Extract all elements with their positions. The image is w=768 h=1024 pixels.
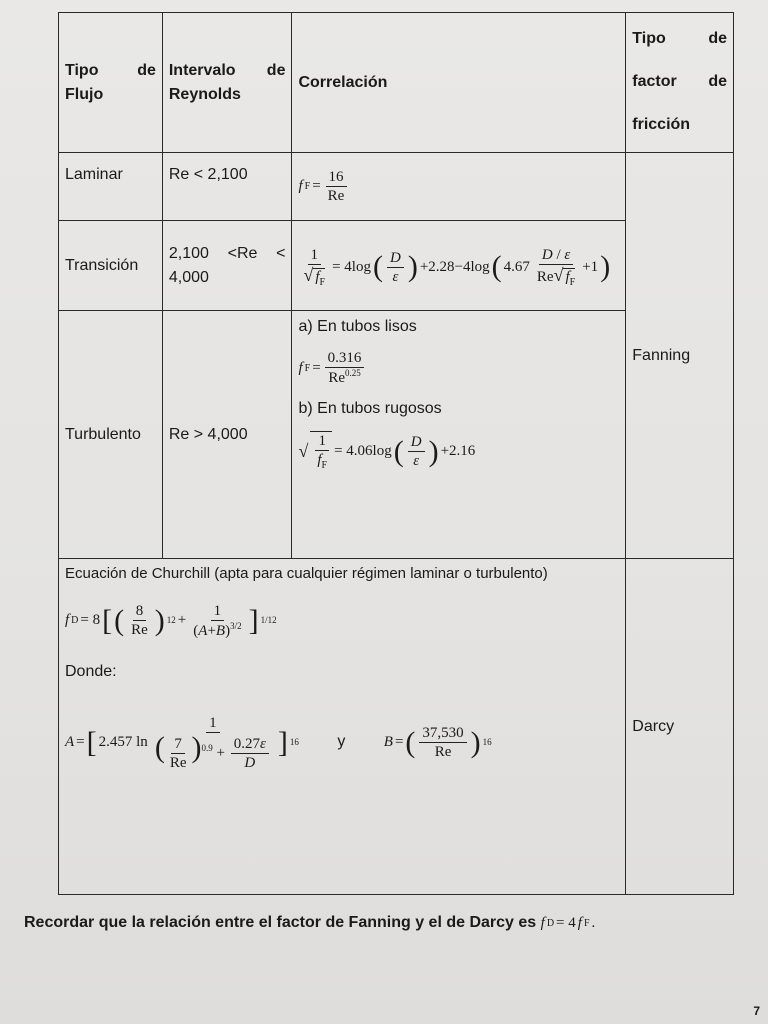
note-line bbox=[24, 914, 595, 932]
flow-regime-table bbox=[58, 12, 734, 895]
note-text: Recordar que la relación entre el factor de Fanning y el de Darcy es bbox=[24, 914, 537, 931]
churchill-cell bbox=[59, 559, 626, 895]
churchill-title: Ecuación de Churchill (apta para cualquier régimen laminar o turbulento) bbox=[65, 565, 548, 582]
header-intervalo bbox=[162, 13, 292, 153]
turbulento-equation-b: √ $\frac{1}{f_F}$ = 4.06log ( $\frac{D}{\varepsilon}$ ) +2.16 bbox=[298, 431, 475, 472]
laminar-flujo: Laminar bbox=[59, 153, 163, 221]
churchill-eq-line bbox=[65, 602, 619, 640]
churchill-y: y bbox=[337, 733, 346, 751]
transicion-equation: 1 √ $f_F$ = 4log ( $\frac{D}{\varepsilon}$ ) +2.28−4log ( 4.67 $\frac{D / \varepsilon}{Re√ f_F}$ +1 ) bbox=[298, 246, 610, 289]
header-row bbox=[59, 13, 734, 153]
transicion-reynolds: 2,100 <Re < 4,000 bbox=[162, 221, 292, 311]
page-number: 7 bbox=[753, 1004, 760, 1018]
laminar-reynolds: Re < 2,100 bbox=[162, 153, 292, 221]
churchill-ab-line bbox=[65, 714, 619, 772]
row-laminar bbox=[59, 153, 734, 221]
equation-b: B = ( $\frac{37,530}{Re}$ ) 16 bbox=[383, 725, 492, 761]
turbulento-eq-a-line bbox=[298, 349, 619, 387]
header-tipo-flujo bbox=[59, 13, 163, 153]
turbulento-correlation bbox=[292, 311, 626, 559]
transicion-correlation bbox=[292, 221, 626, 311]
header-intervalo-text: Intervalo de Reynolds bbox=[168, 61, 286, 103]
turbulento-label-b: b) En tubos rugosos bbox=[298, 400, 442, 417]
equation-a: A = [ 2.457 ln 1 ( $\frac{7}{Re}$ )$^{0.9}$ + $\frac{0.27\varepsilon}{D}$ ] 16 bbox=[65, 714, 299, 771]
turbulento-reynolds: Re > 4,000 bbox=[162, 311, 292, 559]
transicion-flujo: Transición bbox=[59, 221, 163, 311]
factor-darcy: Darcy bbox=[626, 559, 734, 895]
turbulento-flujo: Turbulento bbox=[59, 311, 163, 559]
factor-fanning: Fanning bbox=[626, 153, 734, 559]
header-tipo-flujo-text: Tipo de Flujo bbox=[65, 61, 156, 103]
header-tipo-factor bbox=[626, 13, 734, 153]
row-churchill bbox=[59, 559, 734, 895]
churchill-donde: Donde: bbox=[65, 662, 117, 680]
header-tipo-factor-text: Tipo de factor de fricción bbox=[632, 30, 727, 134]
laminar-equation: f F = $\frac{16}{Re}$ bbox=[298, 168, 349, 205]
laminar-correlation bbox=[292, 153, 626, 221]
note-equation: f D = 4 f F . bbox=[540, 915, 596, 931]
turbulento-equation-a: f F = $\frac{0.316}{Re^{0.25}}$ bbox=[298, 349, 366, 387]
turbulento-eq-b-line bbox=[298, 431, 619, 472]
turbulento-label-a: a) En tubos lisos bbox=[298, 318, 417, 335]
header-correlacion: Correlación bbox=[292, 13, 626, 153]
churchill-equation: f D = 8 [ ( $\frac{8}{Re}$ ) 12 + $\frac{1}{(A+B)^{3/2}}$ ] 1/12 bbox=[65, 602, 277, 639]
